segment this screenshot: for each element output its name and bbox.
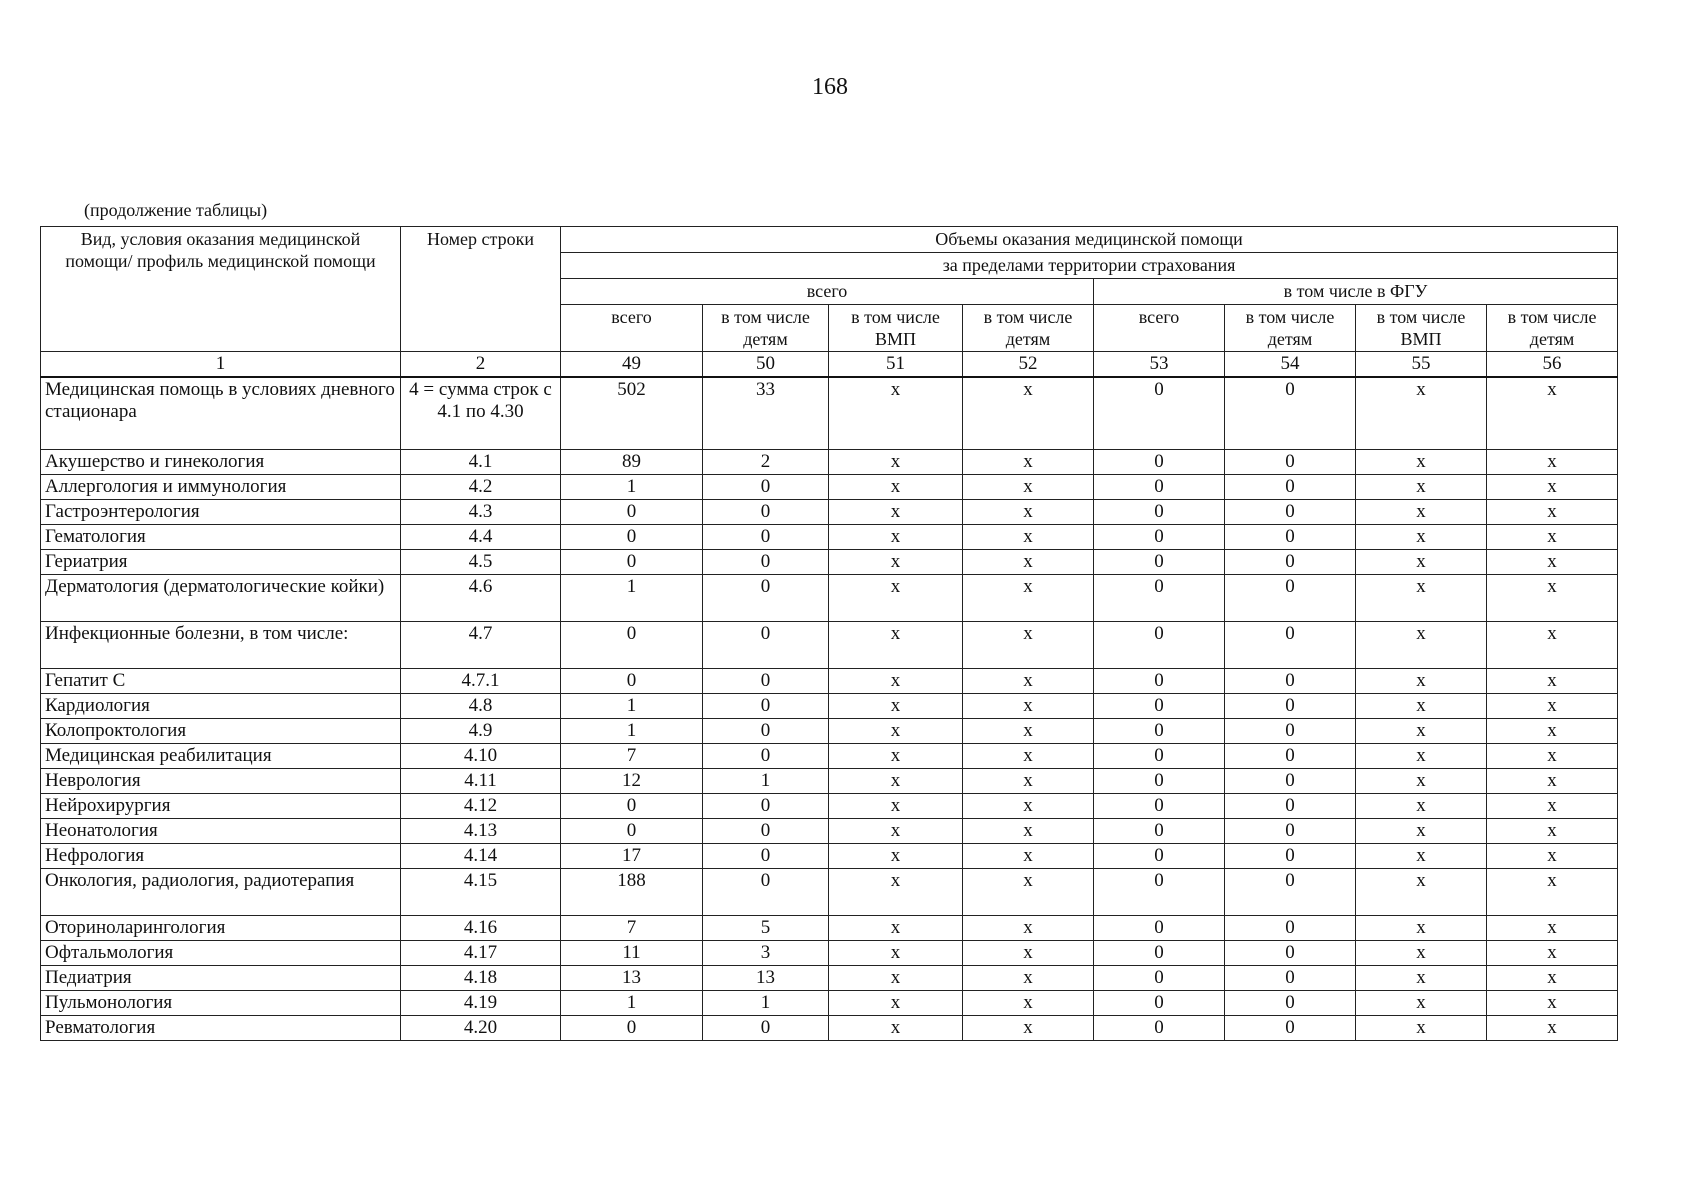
row-value: х [1356, 794, 1487, 819]
header-block-fgu: в том числе в ФГУ [1094, 279, 1618, 305]
row-value: х [963, 941, 1094, 966]
table-row [41, 869, 1618, 916]
row-value: 0 [1225, 622, 1356, 669]
row-value: х [1487, 525, 1618, 550]
page-number: 168 [812, 74, 848, 100]
row-profile-name: Нейрохирургия [41, 794, 401, 819]
row-value: х [829, 450, 963, 475]
row-value: 0 [1094, 622, 1225, 669]
row-profile-name: Инфекционные болезни, в том числе: [41, 622, 401, 669]
table-row [41, 719, 1618, 744]
row-value: х [829, 669, 963, 694]
row-value: 13 [561, 966, 703, 991]
column-number: 56 [1487, 352, 1618, 378]
row-number: 4.1 [401, 450, 561, 475]
row-profile-name: Ревматология [41, 1016, 401, 1041]
row-value: 0 [1094, 694, 1225, 719]
header-outside-territory: за пределами территории страхования [561, 253, 1618, 279]
row-value: 0 [703, 1016, 829, 1041]
row-value: 0 [1094, 844, 1225, 869]
row-value: х [1487, 966, 1618, 991]
row-value: х [963, 525, 1094, 550]
row-profile-name: Медицинская помощь в условиях дневного стационара [41, 377, 401, 450]
row-profile-name: Акушерство и гинекология [41, 450, 401, 475]
row-value: 0 [1225, 1016, 1356, 1041]
header-row-number: Номер строки [401, 227, 561, 352]
row-value: 0 [1225, 550, 1356, 575]
table-row [41, 525, 1618, 550]
row-value: 1 [561, 694, 703, 719]
table-row [41, 941, 1618, 966]
row-value: х [1487, 844, 1618, 869]
table-row [41, 669, 1618, 694]
row-profile-name: Гастроэнтерология [41, 500, 401, 525]
row-value: х [829, 744, 963, 769]
row-value: 0 [1094, 1016, 1225, 1041]
row-value: х [829, 941, 963, 966]
header-all-children-2: в том числе детям [963, 305, 1094, 352]
row-value: 0 [561, 819, 703, 844]
row-value: х [1487, 550, 1618, 575]
column-number: 54 [1225, 352, 1356, 378]
table-row [41, 916, 1618, 941]
row-value: 17 [561, 844, 703, 869]
row-number: 4 = сумма строк с 4.1 по 4.30 [401, 377, 561, 450]
row-value: 502 [561, 377, 703, 450]
row-value: 1 [703, 769, 829, 794]
row-value: х [829, 622, 963, 669]
row-value: 33 [703, 377, 829, 450]
row-value: х [963, 694, 1094, 719]
row-value: 0 [703, 869, 829, 916]
table-row [41, 500, 1618, 525]
column-number: 2 [401, 352, 561, 378]
row-value: х [963, 575, 1094, 622]
row-number: 4.16 [401, 916, 561, 941]
row-value: 0 [1225, 694, 1356, 719]
row-number: 4.14 [401, 844, 561, 869]
table-row [41, 377, 1618, 450]
row-value: х [963, 966, 1094, 991]
row-value: 0 [703, 694, 829, 719]
table-row [41, 694, 1618, 719]
row-value: х [829, 719, 963, 744]
row-value: 0 [1225, 744, 1356, 769]
table-row [41, 819, 1618, 844]
column-number: 53 [1094, 352, 1225, 378]
row-value: х [1356, 669, 1487, 694]
row-profile-name: Гематология [41, 525, 401, 550]
row-value: х [829, 819, 963, 844]
row-profile-name: Гериатрия [41, 550, 401, 575]
row-value: х [829, 1016, 963, 1041]
row-value: х [1356, 575, 1487, 622]
row-value: 0 [1094, 819, 1225, 844]
row-value: 11 [561, 941, 703, 966]
row-value: х [963, 794, 1094, 819]
column-number: 51 [829, 352, 963, 378]
header-profile: Вид, условия оказания медицинской помощи/ профиль медицинской помощи [41, 227, 401, 352]
row-value: 188 [561, 869, 703, 916]
row-value: 0 [1225, 941, 1356, 966]
row-value: 0 [1225, 377, 1356, 450]
row-value: 0 [1094, 966, 1225, 991]
row-value: х [1487, 991, 1618, 1016]
row-value: 0 [561, 1016, 703, 1041]
table-row [41, 550, 1618, 575]
row-value: х [1356, 966, 1487, 991]
table-row [41, 450, 1618, 475]
row-value: х [1487, 622, 1618, 669]
row-value: х [1356, 377, 1487, 450]
row-number: 4.8 [401, 694, 561, 719]
row-value: 0 [1094, 377, 1225, 450]
row-profile-name: Медицинская реабилитация [41, 744, 401, 769]
row-value: 0 [1094, 669, 1225, 694]
row-value: х [963, 844, 1094, 869]
row-value: х [1487, 475, 1618, 500]
column-number: 50 [703, 352, 829, 378]
row-number: 4.12 [401, 794, 561, 819]
column-number: 52 [963, 352, 1094, 378]
row-value: 0 [1225, 844, 1356, 869]
row-value: х [1487, 794, 1618, 819]
table-row [41, 575, 1618, 622]
row-value: х [829, 916, 963, 941]
row-value: х [829, 769, 963, 794]
row-value: 0 [1094, 991, 1225, 1016]
row-number: 4.10 [401, 744, 561, 769]
row-value: 0 [1094, 450, 1225, 475]
row-value: х [829, 550, 963, 575]
row-value: 0 [1094, 941, 1225, 966]
row-value: х [1356, 991, 1487, 1016]
table-row [41, 769, 1618, 794]
row-value: 0 [1094, 719, 1225, 744]
row-value: х [829, 991, 963, 1016]
row-value: 0 [1094, 769, 1225, 794]
row-value: х [963, 744, 1094, 769]
row-value: х [829, 966, 963, 991]
row-value: х [1487, 869, 1618, 916]
row-profile-name: Колопроктология [41, 719, 401, 744]
row-value: 0 [703, 719, 829, 744]
row-value: х [1487, 819, 1618, 844]
row-value: х [1356, 941, 1487, 966]
row-value: 0 [1225, 475, 1356, 500]
header-all-total: всего [561, 305, 703, 352]
row-value: х [1487, 575, 1618, 622]
row-value: х [1356, 844, 1487, 869]
table-header [41, 227, 1618, 352]
row-value: х [963, 916, 1094, 941]
column-number: 1 [41, 352, 401, 378]
row-value: х [963, 819, 1094, 844]
row-value: 2 [703, 450, 829, 475]
row-value: 7 [561, 744, 703, 769]
row-value: 0 [1225, 575, 1356, 622]
row-value: 0 [703, 819, 829, 844]
row-value: 0 [1225, 966, 1356, 991]
row-value: 89 [561, 450, 703, 475]
row-value: х [963, 991, 1094, 1016]
row-value: 0 [1225, 719, 1356, 744]
row-value: х [1356, 869, 1487, 916]
row-value: х [1356, 744, 1487, 769]
row-value: х [829, 475, 963, 500]
row-profile-name: Гепатит С [41, 669, 401, 694]
row-number: 4.5 [401, 550, 561, 575]
table-row [41, 1016, 1618, 1041]
row-value: 0 [1225, 669, 1356, 694]
row-value: х [1487, 500, 1618, 525]
table-caption: (продолжение таблицы) [84, 200, 268, 220]
header-fgu-total: всего [1094, 305, 1225, 352]
row-value: 12 [561, 769, 703, 794]
row-number: 4.2 [401, 475, 561, 500]
row-value: х [829, 844, 963, 869]
row-value: 0 [1225, 794, 1356, 819]
row-value: х [829, 794, 963, 819]
row-value: 0 [1094, 525, 1225, 550]
table-row [41, 844, 1618, 869]
row-value: 0 [703, 844, 829, 869]
header-all-children: в том числе детям [703, 305, 829, 352]
row-value: 0 [703, 525, 829, 550]
row-number: 4.13 [401, 819, 561, 844]
row-value: х [1356, 550, 1487, 575]
row-number: 4.7.1 [401, 669, 561, 694]
table-row [41, 622, 1618, 669]
row-value: х [829, 869, 963, 916]
row-value: х [1356, 450, 1487, 475]
row-value: х [1356, 622, 1487, 669]
row-value: 0 [1094, 500, 1225, 525]
row-number: 4.6 [401, 575, 561, 622]
row-profile-name: Аллергология и иммунология [41, 475, 401, 500]
row-value: х [1356, 525, 1487, 550]
row-value: 0 [1225, 819, 1356, 844]
row-value: 0 [1094, 916, 1225, 941]
row-value: 0 [703, 622, 829, 669]
row-value: 0 [1094, 869, 1225, 916]
row-value: х [963, 719, 1094, 744]
row-profile-name: Пульмонология [41, 991, 401, 1016]
row-number: 4.9 [401, 719, 561, 744]
row-value: 0 [1225, 500, 1356, 525]
row-profile-name: Кардиология [41, 694, 401, 719]
header-fgu-children-2: в том числе детям [1487, 305, 1618, 352]
row-value: х [1356, 500, 1487, 525]
column-number-row [41, 352, 1618, 378]
row-profile-name: Неврология [41, 769, 401, 794]
row-value: 0 [703, 500, 829, 525]
row-value: х [1356, 1016, 1487, 1041]
header-fgu-children: в том числе детям [1225, 305, 1356, 352]
header-all-vmp: в том числе ВМП [829, 305, 963, 352]
row-value: х [829, 377, 963, 450]
row-value: х [829, 575, 963, 622]
row-value: 1 [561, 475, 703, 500]
row-value: 0 [561, 525, 703, 550]
row-value: 0 [561, 622, 703, 669]
row-value: х [1487, 694, 1618, 719]
header-volumes: Объемы оказания медицинской помощи [561, 227, 1618, 253]
table-body [41, 352, 1618, 1041]
row-value: 3 [703, 941, 829, 966]
row-value: 1 [561, 719, 703, 744]
row-value: х [1487, 916, 1618, 941]
row-value: х [1487, 719, 1618, 744]
row-value: х [1487, 377, 1618, 450]
row-value: 0 [1225, 525, 1356, 550]
row-profile-name: Дерматология (дерматологические койки) [41, 575, 401, 622]
row-value: х [1356, 475, 1487, 500]
row-value: 1 [561, 991, 703, 1016]
row-value: 0 [703, 550, 829, 575]
row-value: х [963, 450, 1094, 475]
table-row [41, 991, 1618, 1016]
row-number: 4.18 [401, 966, 561, 991]
row-profile-name: Неонатология [41, 819, 401, 844]
row-number: 4.3 [401, 500, 561, 525]
row-value: 0 [1225, 769, 1356, 794]
row-value: х [963, 475, 1094, 500]
row-value: х [963, 377, 1094, 450]
row-value: х [1356, 719, 1487, 744]
row-value: 13 [703, 966, 829, 991]
row-profile-name: Оториноларингология [41, 916, 401, 941]
row-value: 0 [1094, 744, 1225, 769]
row-number: 4.19 [401, 991, 561, 1016]
row-value: х [1356, 694, 1487, 719]
header-block-all: всего [561, 279, 1094, 305]
row-value: х [1356, 819, 1487, 844]
row-value: 1 [561, 575, 703, 622]
row-value: х [1487, 450, 1618, 475]
row-value: 0 [1094, 575, 1225, 622]
row-value: х [1356, 769, 1487, 794]
row-profile-name: Офтальмология [41, 941, 401, 966]
row-value: 0 [703, 575, 829, 622]
row-value: х [963, 869, 1094, 916]
row-profile-name: Педиатрия [41, 966, 401, 991]
row-value: 0 [1225, 869, 1356, 916]
row-value: х [829, 694, 963, 719]
row-value: 0 [561, 794, 703, 819]
row-value: 1 [703, 991, 829, 1016]
row-value: х [1487, 744, 1618, 769]
row-value: 0 [561, 550, 703, 575]
row-value: 0 [561, 669, 703, 694]
row-value: 0 [703, 669, 829, 694]
row-value: х [963, 622, 1094, 669]
row-number: 4.11 [401, 769, 561, 794]
row-value: х [963, 1016, 1094, 1041]
row-value: х [829, 525, 963, 550]
row-value: 0 [703, 744, 829, 769]
table-row [41, 744, 1618, 769]
row-value: х [1487, 769, 1618, 794]
row-value: х [963, 550, 1094, 575]
row-profile-name: Онкология, радиология, радиотерапия [41, 869, 401, 916]
row-value: х [829, 500, 963, 525]
row-profile-name: Нефрология [41, 844, 401, 869]
column-number: 55 [1356, 352, 1487, 378]
header-fgu-vmp: в том числе ВМП [1356, 305, 1487, 352]
row-number: 4.20 [401, 1016, 561, 1041]
row-number: 4.17 [401, 941, 561, 966]
data-table [40, 226, 1618, 1041]
row-value: 0 [703, 475, 829, 500]
row-value: х [1487, 941, 1618, 966]
row-number: 4.4 [401, 525, 561, 550]
row-value: х [963, 769, 1094, 794]
row-value: х [1487, 1016, 1618, 1041]
row-number: 4.15 [401, 869, 561, 916]
row-value: 0 [1094, 475, 1225, 500]
column-number: 49 [561, 352, 703, 378]
row-value: 7 [561, 916, 703, 941]
row-number: 4.7 [401, 622, 561, 669]
row-value: 0 [703, 794, 829, 819]
row-value: х [1487, 669, 1618, 694]
table-row [41, 794, 1618, 819]
row-value: х [1356, 916, 1487, 941]
row-value: 5 [703, 916, 829, 941]
row-value: 0 [1225, 991, 1356, 1016]
row-value: 0 [1225, 450, 1356, 475]
row-value: 0 [1094, 794, 1225, 819]
row-value: х [963, 500, 1094, 525]
table-row [41, 966, 1618, 991]
table-row [41, 475, 1618, 500]
row-value: 0 [561, 500, 703, 525]
row-value: х [963, 669, 1094, 694]
row-value: 0 [1225, 916, 1356, 941]
row-value: 0 [1094, 550, 1225, 575]
